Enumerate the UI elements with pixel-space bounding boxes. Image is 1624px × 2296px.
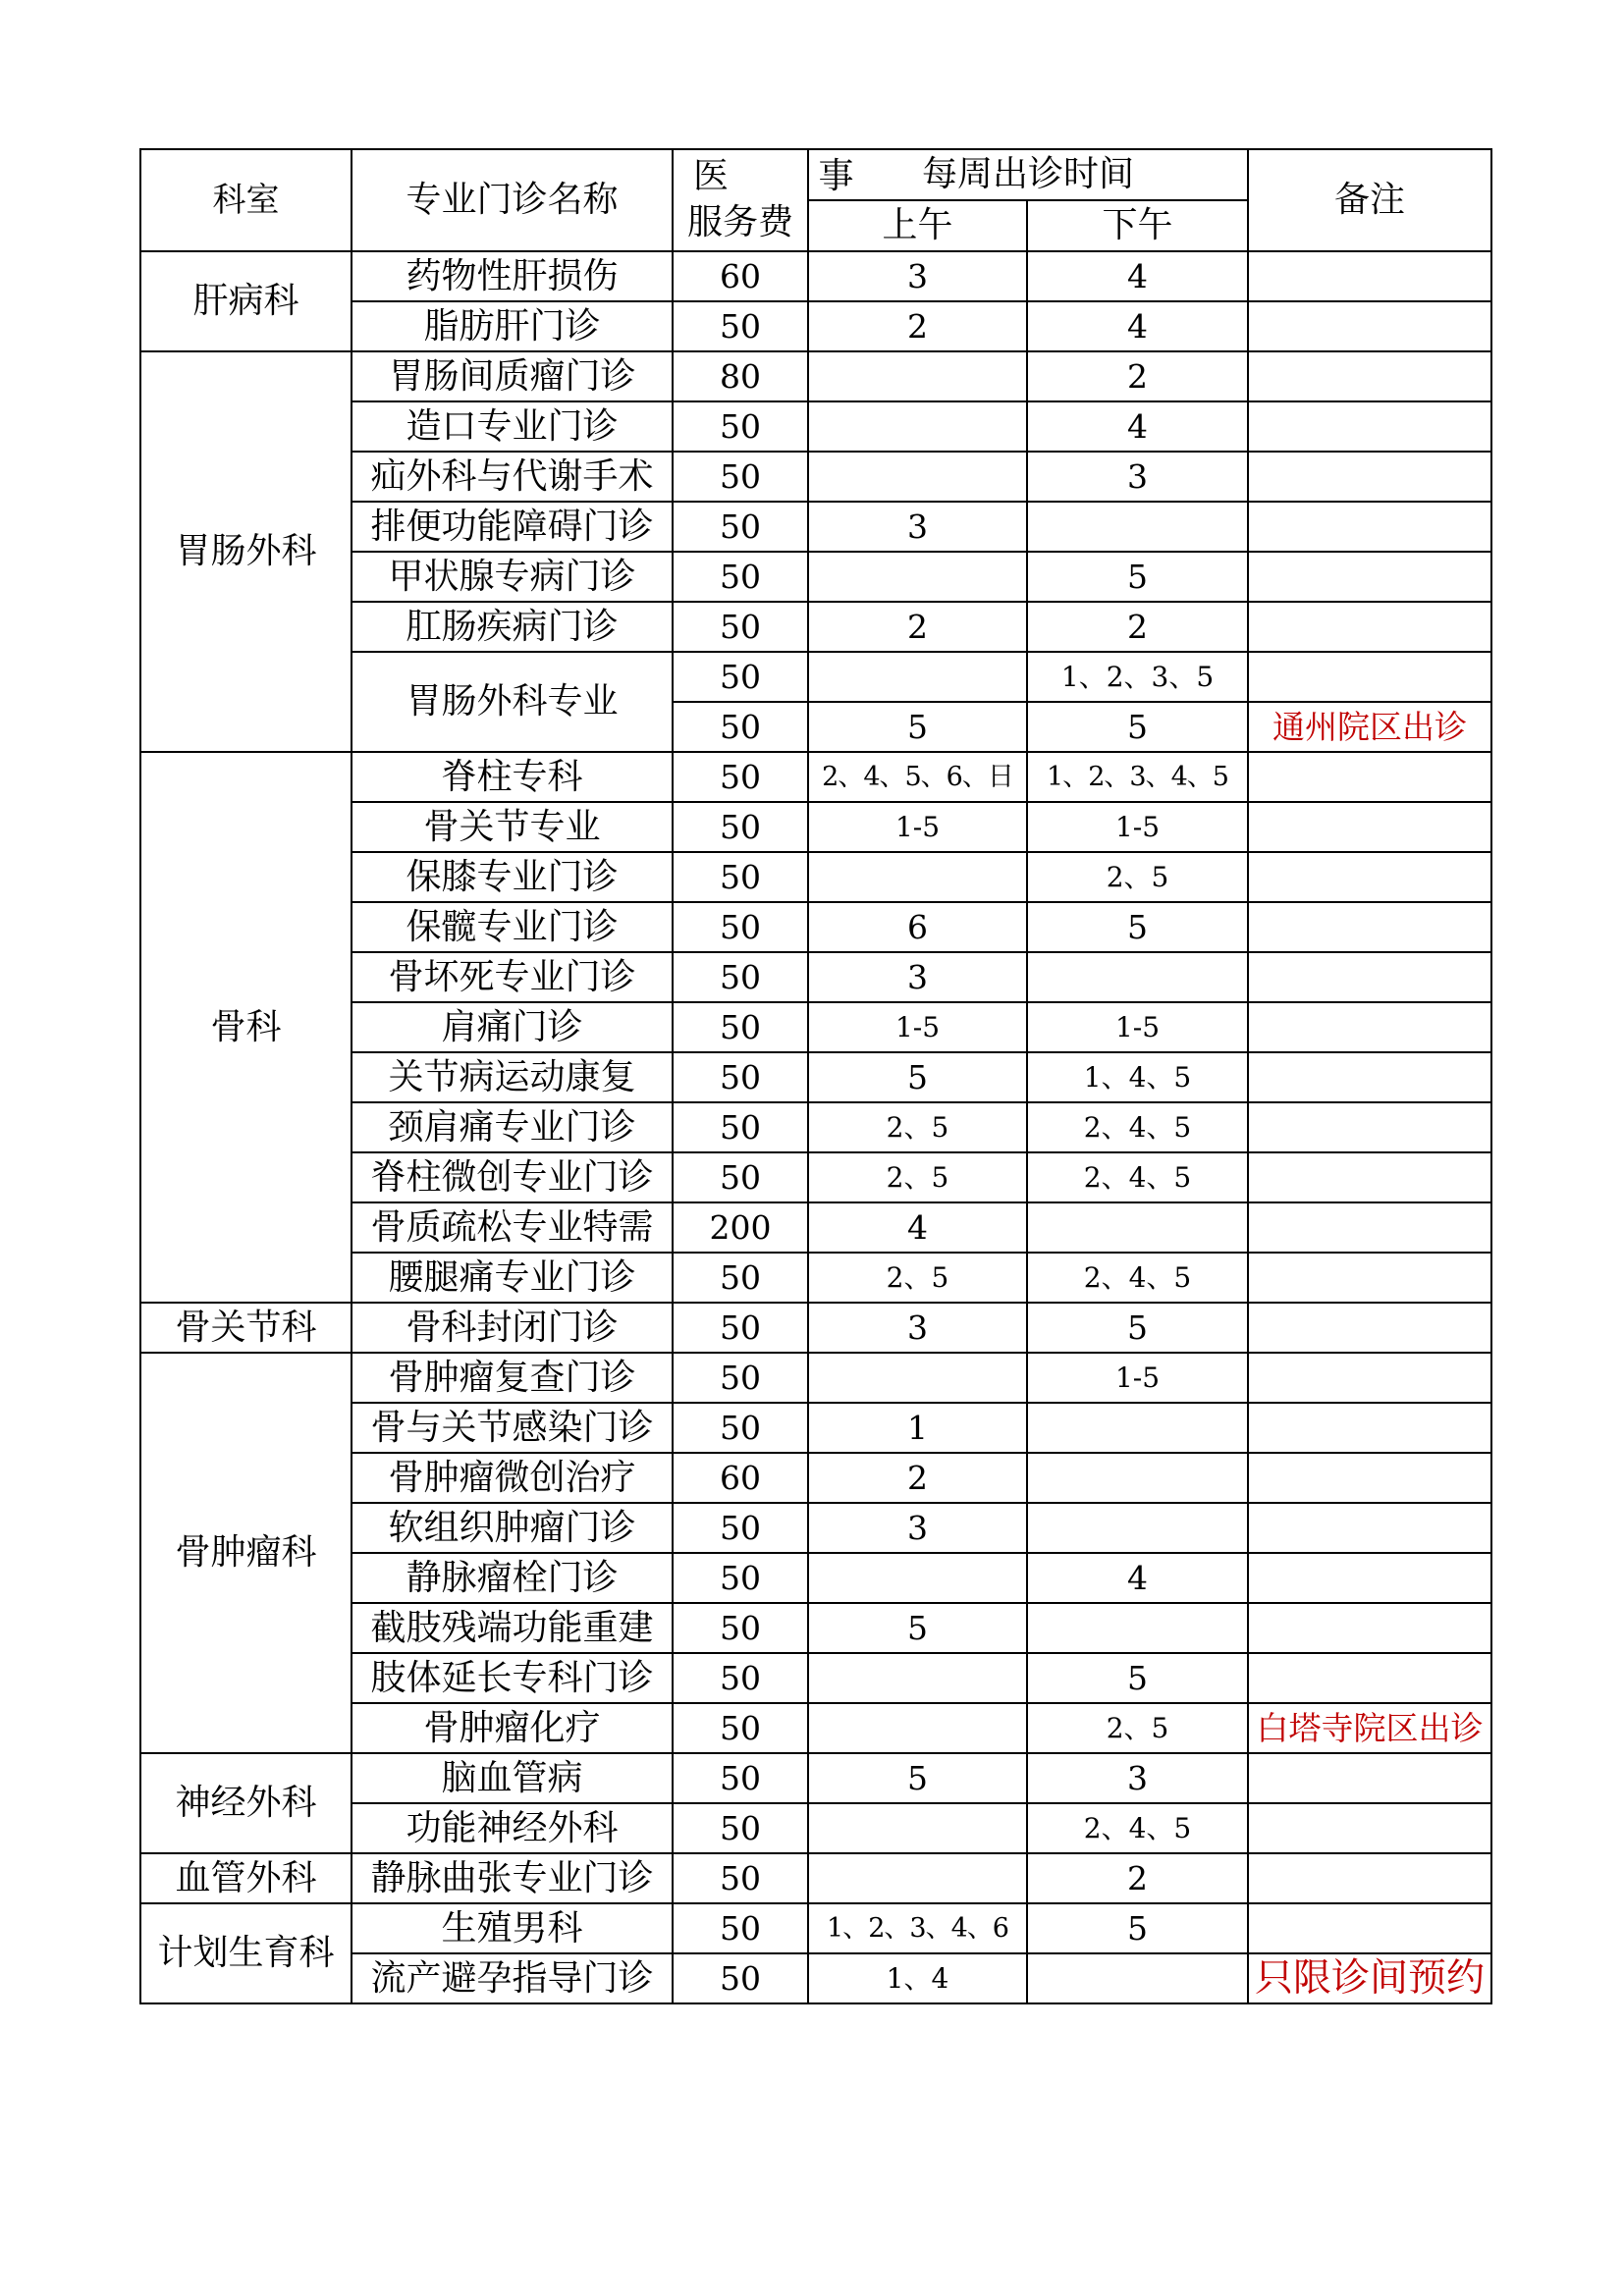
afternoon-cell: 4 bbox=[1027, 251, 1248, 301]
afternoon-cell bbox=[1027, 1202, 1248, 1253]
morning-cell bbox=[808, 1853, 1027, 1903]
table-row bbox=[140, 251, 1491, 301]
clinic-name-cell: 骨坏死专业门诊 bbox=[352, 952, 673, 1002]
afternoon-cell bbox=[1027, 1953, 1248, 2003]
table-body bbox=[140, 149, 1491, 2003]
clinic-name-cell: 肛肠疾病门诊 bbox=[352, 602, 673, 652]
dept-cell: 骨关节科 bbox=[140, 1303, 352, 1353]
header-fee-line2: 服务费 bbox=[686, 202, 793, 242]
note-cell bbox=[1248, 301, 1491, 351]
fee-cell: 50 bbox=[673, 1803, 808, 1853]
morning-cell: 2、5 bbox=[808, 1102, 1027, 1152]
afternoon-cell: 5 bbox=[1027, 552, 1248, 602]
header-morning: 上午 bbox=[808, 200, 1027, 251]
table-row bbox=[140, 1753, 1491, 1803]
morning-cell: 2 bbox=[808, 602, 1027, 652]
clinic-name-cell: 骨科封闭门诊 bbox=[352, 1303, 673, 1353]
clinic-name-cell: 脑血管病 bbox=[352, 1753, 673, 1803]
morning-cell: 2、5 bbox=[808, 1152, 1027, 1202]
dept-cell: 神经外科 bbox=[140, 1753, 352, 1853]
fee-cell: 80 bbox=[673, 351, 808, 401]
dept-cell: 计划生育科 bbox=[140, 1903, 352, 2003]
header-time-group: 每周出诊时间 bbox=[808, 149, 1248, 200]
fee-cell: 50 bbox=[673, 1052, 808, 1102]
note-cell bbox=[1248, 1653, 1491, 1703]
note-cell bbox=[1248, 452, 1491, 502]
morning-cell bbox=[808, 1553, 1027, 1603]
fee-cell: 50 bbox=[673, 1303, 808, 1353]
clinic-name-cell: 甲状腺专病门诊 bbox=[352, 552, 673, 602]
afternoon-cell: 5 bbox=[1027, 702, 1248, 752]
afternoon-cell: 3 bbox=[1027, 1753, 1248, 1803]
afternoon-cell: 1、2、3、5 bbox=[1027, 652, 1248, 702]
note-cell bbox=[1248, 1002, 1491, 1052]
morning-cell: 1-5 bbox=[808, 802, 1027, 852]
header-note: 备注 bbox=[1248, 149, 1491, 251]
table-row bbox=[140, 752, 1491, 802]
fee-cell: 50 bbox=[673, 1603, 808, 1653]
note-cell bbox=[1248, 1152, 1491, 1202]
note-cell bbox=[1248, 1202, 1491, 1253]
clinic-name-cell: 骨肿瘤化疗 bbox=[352, 1703, 673, 1753]
clinic-name-cell: 生殖男科 bbox=[352, 1903, 673, 1953]
morning-cell: 2 bbox=[808, 301, 1027, 351]
fee-cell: 50 bbox=[673, 1653, 808, 1703]
morning-cell: 4 bbox=[808, 1202, 1027, 1253]
header-fee bbox=[673, 149, 893, 251]
morning-cell: 1-5 bbox=[808, 1002, 1027, 1052]
fee-cell: 50 bbox=[673, 1002, 808, 1052]
fee-cell: 200 bbox=[673, 1202, 808, 1253]
afternoon-cell bbox=[1027, 1453, 1248, 1503]
afternoon-cell: 2、4、5 bbox=[1027, 1152, 1248, 1202]
morning-cell bbox=[808, 652, 1027, 702]
morning-cell bbox=[808, 351, 1027, 401]
clinic-name-cell: 静脉瘤栓门诊 bbox=[352, 1553, 673, 1603]
note-cell bbox=[1248, 952, 1491, 1002]
note-cell bbox=[1248, 652, 1491, 702]
fee-cell: 50 bbox=[673, 952, 808, 1002]
dept-cell: 血管外科 bbox=[140, 1853, 352, 1903]
clinic-name-cell: 保髋专业门诊 bbox=[352, 902, 673, 952]
note-cell bbox=[1248, 1403, 1491, 1453]
morning-cell bbox=[808, 452, 1027, 502]
fee-cell: 50 bbox=[673, 1403, 808, 1453]
afternoon-cell bbox=[1027, 1403, 1248, 1453]
clinic-name-cell: 骨关节专业 bbox=[352, 802, 673, 852]
clinic-name-cell: 流产避孕指导门诊 bbox=[352, 1953, 673, 2003]
morning-cell: 3 bbox=[808, 952, 1027, 1002]
morning-cell bbox=[808, 1653, 1027, 1703]
afternoon-cell: 1-5 bbox=[1027, 1002, 1248, 1052]
note-cell bbox=[1248, 1052, 1491, 1102]
note-cell bbox=[1248, 752, 1491, 802]
morning-cell: 5 bbox=[808, 1753, 1027, 1803]
dept-cell: 骨肿瘤科 bbox=[140, 1353, 352, 1753]
afternoon-cell: 2、4、5 bbox=[1027, 1253, 1248, 1303]
header-row bbox=[140, 149, 1491, 200]
morning-cell bbox=[808, 1703, 1027, 1753]
afternoon-cell: 3 bbox=[1027, 452, 1248, 502]
morning-cell: 2、4、5、6、日 bbox=[808, 752, 1027, 802]
clinic-name-cell: 药物性肝损伤 bbox=[352, 251, 673, 301]
afternoon-cell: 2、4、5 bbox=[1027, 1803, 1248, 1853]
clinic-name-cell: 胃肠间质瘤门诊 bbox=[352, 351, 673, 401]
afternoon-cell: 4 bbox=[1027, 1553, 1248, 1603]
afternoon-cell: 2、5 bbox=[1027, 852, 1248, 902]
afternoon-cell: 5 bbox=[1027, 1903, 1248, 1953]
note-cell bbox=[1248, 902, 1491, 952]
afternoon-cell: 1、4、5 bbox=[1027, 1052, 1248, 1102]
fee-cell: 60 bbox=[673, 1453, 808, 1503]
fee-cell: 50 bbox=[673, 1903, 808, 1953]
afternoon-cell: 4 bbox=[1027, 301, 1248, 351]
morning-cell bbox=[808, 1353, 1027, 1403]
table-row bbox=[140, 1853, 1491, 1903]
fee-cell: 50 bbox=[673, 852, 808, 902]
header-afternoon: 下午 bbox=[1027, 200, 1248, 251]
note-cell bbox=[1248, 1303, 1491, 1353]
afternoon-cell: 2、5 bbox=[1027, 1703, 1248, 1753]
morning-cell: 3 bbox=[808, 251, 1027, 301]
fee-cell: 50 bbox=[673, 902, 808, 952]
afternoon-cell bbox=[1027, 952, 1248, 1002]
note-cell bbox=[1248, 852, 1491, 902]
fee-cell: 50 bbox=[673, 1152, 808, 1202]
morning-cell bbox=[808, 552, 1027, 602]
clinic-name-cell: 颈肩痛专业门诊 bbox=[352, 1102, 673, 1152]
morning-cell: 1、2、3、4、6 bbox=[808, 1903, 1027, 1953]
fee-cell: 50 bbox=[673, 301, 808, 351]
note-cell bbox=[1248, 1453, 1491, 1503]
afternoon-cell: 1-5 bbox=[1027, 1353, 1248, 1403]
clinic-name-cell: 疝外科与代谢手术 bbox=[352, 452, 673, 502]
afternoon-cell bbox=[1027, 1503, 1248, 1553]
fee-cell: 50 bbox=[673, 802, 808, 852]
note-cell bbox=[1248, 802, 1491, 852]
morning-cell: 5 bbox=[808, 1603, 1027, 1653]
clinic-name-cell: 关节病运动康复 bbox=[352, 1052, 673, 1102]
table-row bbox=[140, 1353, 1491, 1403]
morning-cell: 1 bbox=[808, 1403, 1027, 1453]
clinic-name-cell: 排便功能障碍门诊 bbox=[352, 502, 673, 552]
clinic-name-cell: 脊柱微创专业门诊 bbox=[352, 1152, 673, 1202]
note-cell bbox=[1248, 401, 1491, 452]
note-cell bbox=[1248, 552, 1491, 602]
clinic-name-cell: 肢体延长专科门诊 bbox=[352, 1653, 673, 1703]
note-cell bbox=[1248, 1102, 1491, 1152]
clinic-name-cell: 截肢残端功能重建 bbox=[352, 1603, 673, 1653]
afternoon-cell: 4 bbox=[1027, 401, 1248, 452]
fee-cell: 50 bbox=[673, 401, 808, 452]
afternoon-cell: 1-5 bbox=[1027, 802, 1248, 852]
clinic-name-cell: 胃肠外科专业 bbox=[352, 652, 673, 752]
fee-cell: 60 bbox=[673, 251, 808, 301]
afternoon-cell: 2 bbox=[1027, 602, 1248, 652]
note-cell bbox=[1248, 1903, 1491, 1953]
note-cell bbox=[1248, 351, 1491, 401]
table-row bbox=[140, 351, 1491, 401]
afternoon-cell bbox=[1027, 502, 1248, 552]
clinic-name-cell: 软组织肿瘤门诊 bbox=[352, 1503, 673, 1553]
clinic-name-cell: 造口专业门诊 bbox=[352, 401, 673, 452]
note-cell: 通州院区出诊 bbox=[1248, 702, 1491, 752]
clinic-name-cell: 保膝专业门诊 bbox=[352, 852, 673, 902]
clinic-name-cell: 骨与关节感染门诊 bbox=[352, 1403, 673, 1453]
fee-cell: 50 bbox=[673, 1853, 808, 1903]
table-row bbox=[140, 1903, 1491, 1953]
note-cell bbox=[1248, 1253, 1491, 1303]
morning-cell: 3 bbox=[808, 1503, 1027, 1553]
fee-cell: 50 bbox=[673, 1353, 808, 1403]
morning-cell bbox=[808, 1803, 1027, 1853]
dept-cell: 骨科 bbox=[140, 752, 352, 1303]
morning-cell: 3 bbox=[808, 1303, 1027, 1353]
clinic-name-cell: 功能神经外科 bbox=[352, 1803, 673, 1853]
fee-cell: 50 bbox=[673, 602, 808, 652]
morning-cell: 5 bbox=[808, 702, 1027, 752]
note-cell bbox=[1248, 502, 1491, 552]
fee-cell: 50 bbox=[673, 452, 808, 502]
note-cell bbox=[1248, 1603, 1491, 1653]
clinic-name-cell: 肩痛门诊 bbox=[352, 1002, 673, 1052]
header-dept: 科室 bbox=[140, 149, 352, 251]
fee-cell: 50 bbox=[673, 1503, 808, 1553]
note-cell: 白塔寺院区出诊 bbox=[1248, 1703, 1491, 1753]
fee-cell: 50 bbox=[673, 652, 808, 702]
morning-cell: 6 bbox=[808, 902, 1027, 952]
fee-cell: 50 bbox=[673, 1953, 808, 2003]
morning-cell: 2、5 bbox=[808, 1253, 1027, 1303]
note-cell bbox=[1248, 251, 1491, 301]
clinic-name-cell: 骨肿瘤微创治疗 bbox=[352, 1453, 673, 1503]
dept-cell: 胃肠外科 bbox=[140, 351, 352, 752]
fee-cell: 50 bbox=[673, 1102, 808, 1152]
fee-cell: 50 bbox=[673, 1753, 808, 1803]
fee-cell: 50 bbox=[673, 752, 808, 802]
dept-cell: 肝病科 bbox=[140, 251, 352, 351]
afternoon-cell: 2 bbox=[1027, 351, 1248, 401]
afternoon-cell: 2 bbox=[1027, 1853, 1248, 1903]
clinic-name-cell: 脊柱专科 bbox=[352, 752, 673, 802]
table-row bbox=[140, 1303, 1491, 1353]
note-cell bbox=[1248, 602, 1491, 652]
afternoon-cell: 1、2、3、4、5 bbox=[1027, 752, 1248, 802]
header-fee-line1: 医 事 bbox=[693, 156, 893, 197]
fee-cell: 50 bbox=[673, 1703, 808, 1753]
note-cell bbox=[1248, 1553, 1491, 1603]
morning-cell: 5 bbox=[808, 1052, 1027, 1102]
afternoon-cell: 2、4、5 bbox=[1027, 1102, 1248, 1152]
clinic-schedule-table bbox=[139, 148, 1492, 2004]
header-clinic: 专业门诊名称 bbox=[352, 149, 673, 251]
morning-cell: 3 bbox=[808, 502, 1027, 552]
fee-cell: 50 bbox=[673, 552, 808, 602]
fee-cell: 50 bbox=[673, 1553, 808, 1603]
clinic-name-cell: 骨质疏松专业特需 bbox=[352, 1202, 673, 1253]
note-cell bbox=[1248, 1353, 1491, 1403]
fee-cell: 50 bbox=[673, 702, 808, 752]
afternoon-cell bbox=[1027, 1603, 1248, 1653]
note-cell: 只限诊间预约 bbox=[1248, 1953, 1491, 2003]
note-cell bbox=[1248, 1853, 1491, 1903]
clinic-name-cell: 骨肿瘤复查门诊 bbox=[352, 1353, 673, 1403]
clinic-name-cell: 静脉曲张专业门诊 bbox=[352, 1853, 673, 1903]
fee-cell: 50 bbox=[673, 1253, 808, 1303]
afternoon-cell: 5 bbox=[1027, 1303, 1248, 1353]
morning-cell bbox=[808, 401, 1027, 452]
morning-cell bbox=[808, 852, 1027, 902]
morning-cell: 1、4 bbox=[808, 1953, 1027, 2003]
note-cell bbox=[1248, 1803, 1491, 1853]
afternoon-cell: 5 bbox=[1027, 1653, 1248, 1703]
note-cell bbox=[1248, 1753, 1491, 1803]
fee-cell: 50 bbox=[673, 502, 808, 552]
clinic-name-cell: 腰腿痛专业门诊 bbox=[352, 1253, 673, 1303]
clinic-name-cell: 脂肪肝门诊 bbox=[352, 301, 673, 351]
afternoon-cell: 5 bbox=[1027, 902, 1248, 952]
note-cell bbox=[1248, 1503, 1491, 1553]
morning-cell: 2 bbox=[808, 1453, 1027, 1503]
